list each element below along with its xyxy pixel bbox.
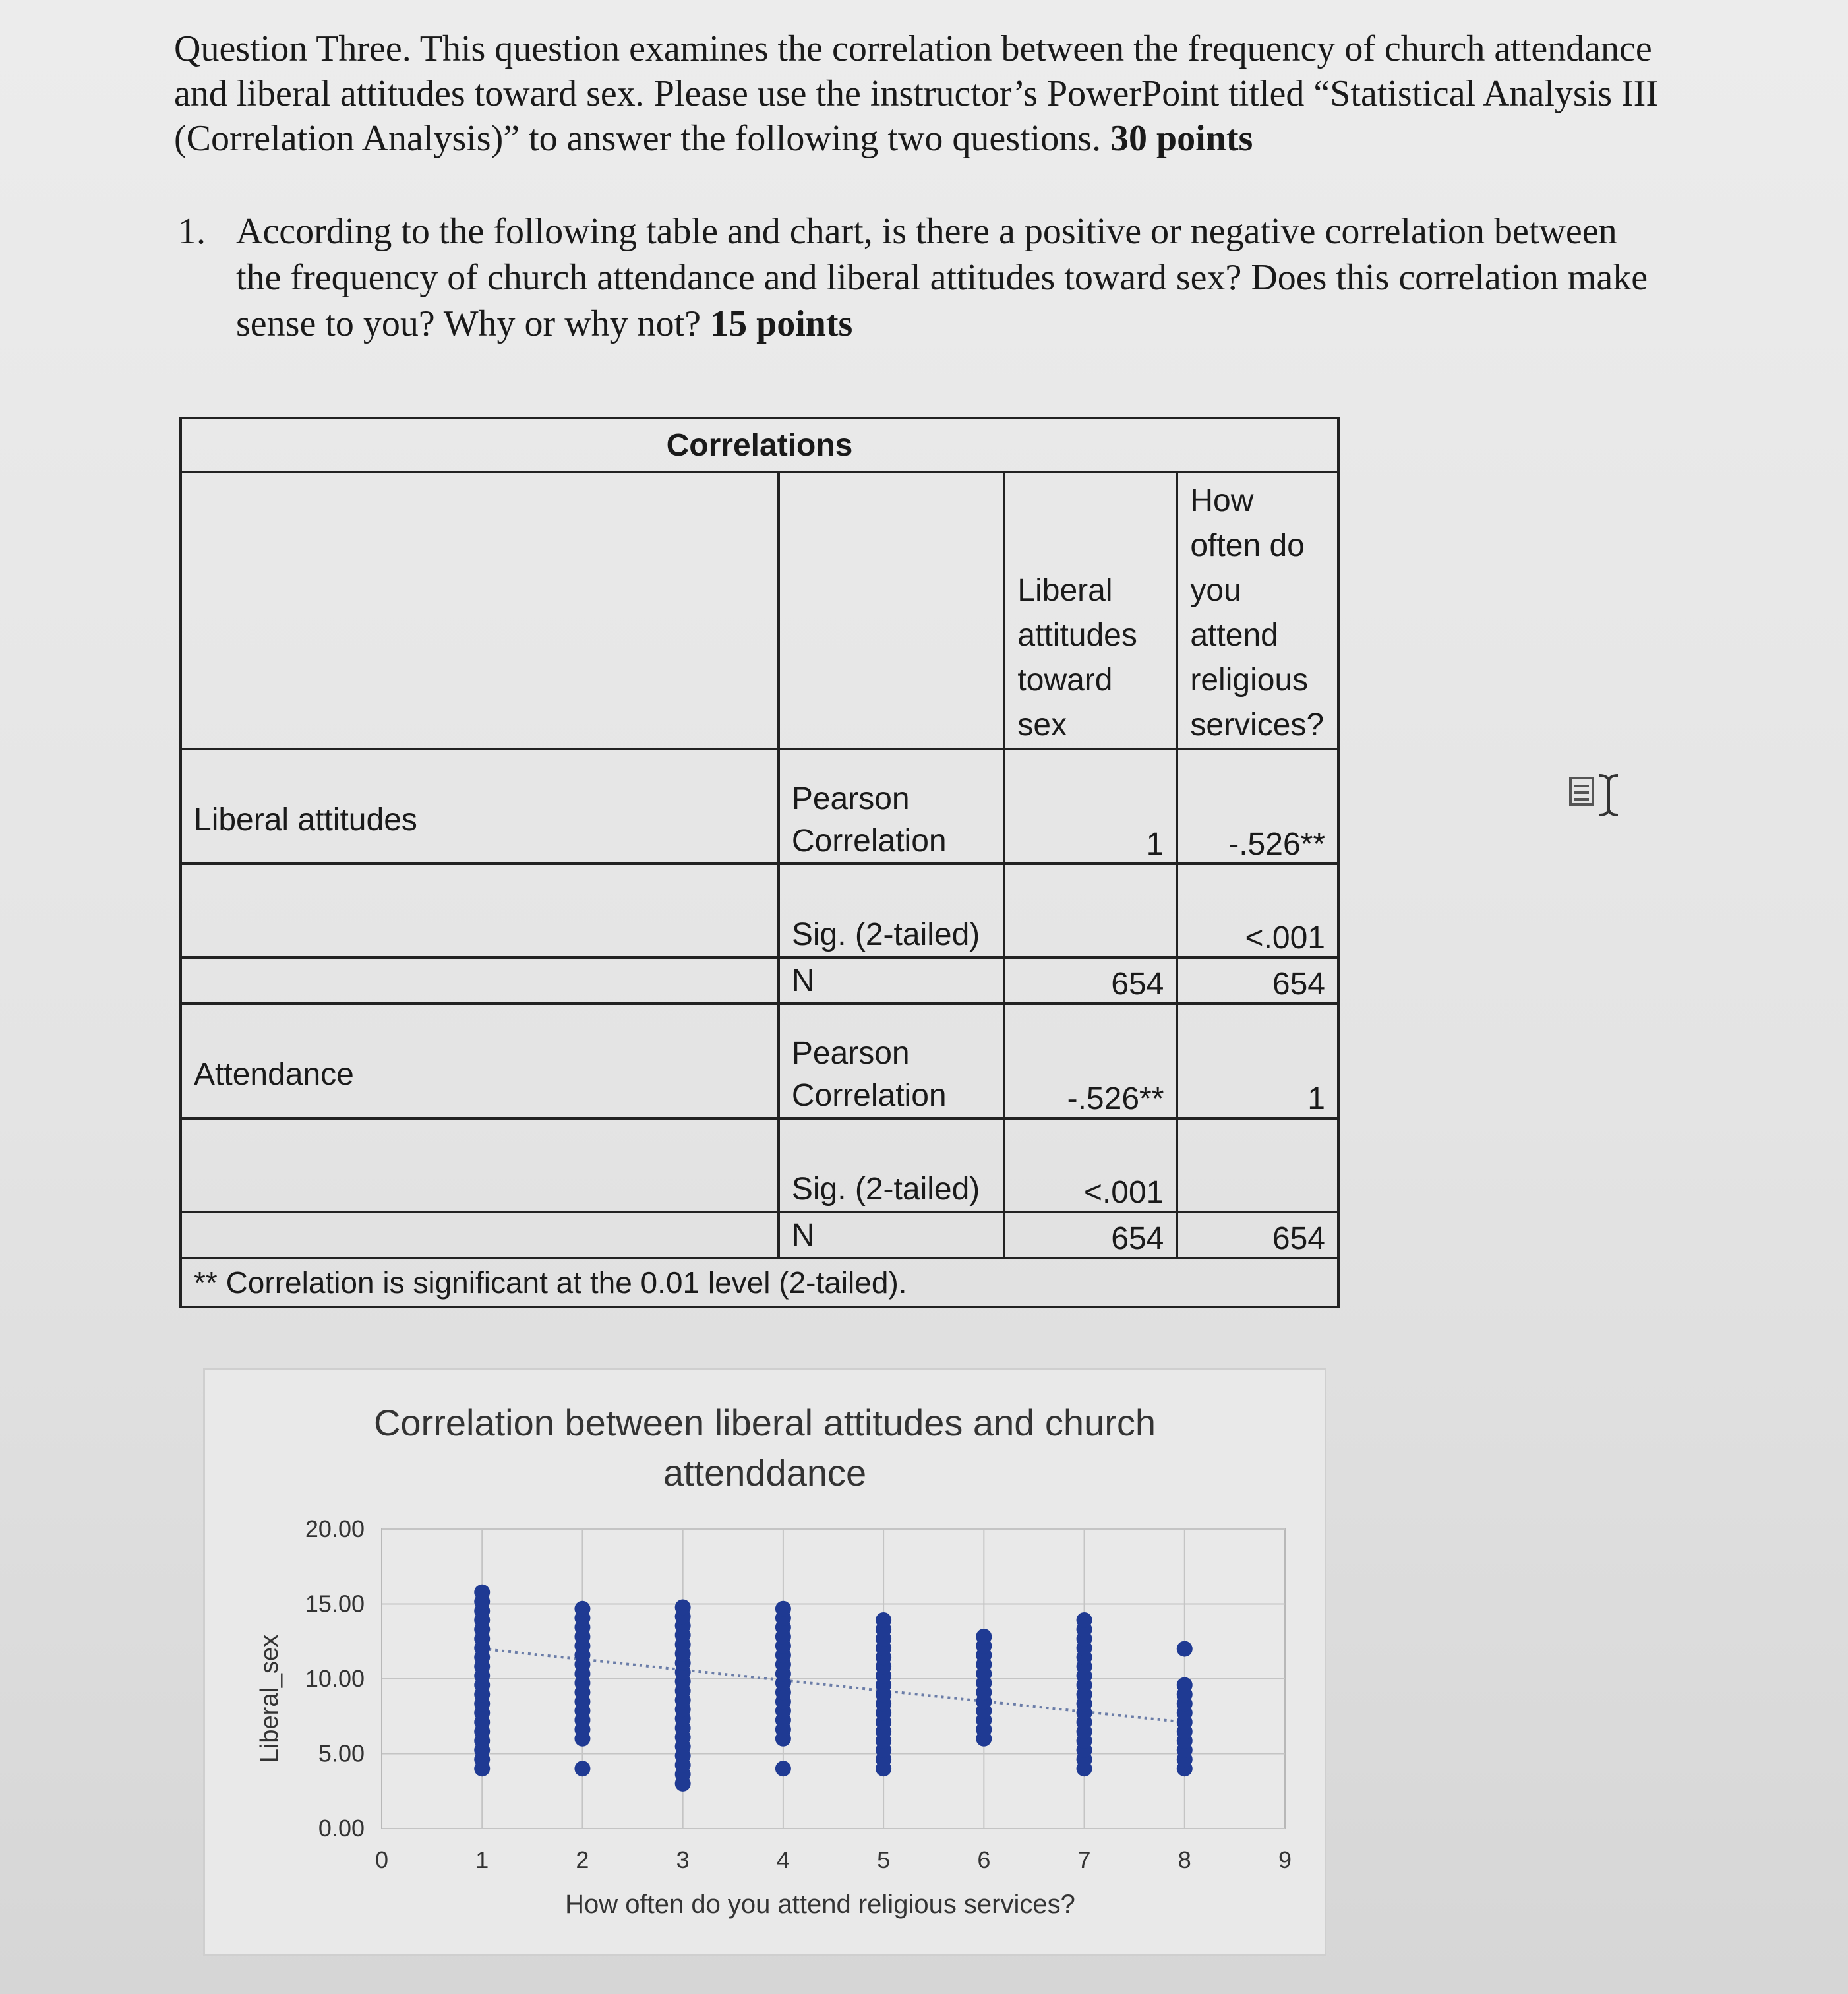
row-label: Liberal attitudes (181, 749, 779, 864)
cell-value: 654 (1004, 1212, 1177, 1258)
cell-value: 1 (1004, 749, 1177, 864)
subquestion (178, 208, 1655, 347)
row-stat: Pearson Correlation (779, 749, 1005, 864)
question-text: Question Three. This question examines the correlation between the frequency of church attendance and liberal attitudes toward sex. Please use the instructor’s PowerPoint titled “Statistical Analysis III (Correlation Analysis)” to answer the following two questions. (174, 28, 1658, 159)
data-point (775, 1601, 791, 1617)
x-tick-label: 6 (977, 1846, 991, 1873)
table-col1-header: Liberal attitudes toward sex (1004, 472, 1177, 749)
subquestion-body (236, 208, 1655, 347)
row-label (181, 957, 779, 1004)
row-stat: Pearson Correlation (779, 1004, 1005, 1118)
y-axis-label: Liberal_sex (256, 1634, 283, 1763)
y-tick-label: 0.00 (318, 1815, 365, 1842)
row-label (181, 1118, 779, 1212)
table-row (181, 1118, 1338, 1212)
cell-value (1004, 864, 1177, 957)
data-point (474, 1585, 490, 1600)
table-row (181, 1004, 1338, 1118)
correlations-table (179, 417, 1340, 1308)
cell-value: 654 (1177, 1212, 1338, 1258)
question-points: 30 points (1110, 118, 1253, 159)
x-tick-label: 0 (374, 1846, 389, 1873)
row-stat: N (779, 1212, 1005, 1258)
data-point (1177, 1677, 1193, 1693)
x-tick-label: 8 (1177, 1846, 1191, 1873)
scatter-chart (203, 1368, 1326, 1956)
subquestion-text: According to the following table and chart, is there a positive or negative correlation between the frequency of church attendance and liberal attitudes toward sex? Does this correlation make sense to you? Why or why not? (236, 211, 1648, 344)
cell-value: <.001 (1177, 864, 1338, 957)
data-point (1177, 1641, 1193, 1657)
subquestion-number: 1. (178, 211, 206, 252)
table-row (181, 864, 1338, 957)
table-row (181, 1212, 1338, 1258)
y-tick-label: 5.00 (318, 1739, 365, 1767)
data-point (574, 1761, 590, 1776)
x-tick-label: 3 (676, 1846, 690, 1873)
x-tick-label: 2 (576, 1846, 589, 1873)
table-col2-header: How often do you attend religious services? (1177, 472, 1338, 749)
chart-title-line2: attenddance (663, 1452, 867, 1494)
x-tick-label: 9 (1278, 1846, 1292, 1873)
table-row (181, 957, 1338, 1004)
chart-canvas (205, 1370, 1325, 1954)
cell-value: -.526** (1004, 1004, 1177, 1118)
x-tick-label: 4 (776, 1846, 790, 1873)
data-point (1077, 1612, 1092, 1628)
chart-title-line1: Correlation between liberal attitudes and church (373, 1402, 1156, 1443)
text-cursor-icon (1569, 771, 1628, 818)
table-stat-header (779, 472, 1005, 749)
data-point (775, 1761, 791, 1776)
table-footnote: ** Correlation is significant at the 0.01 level (2-tailed). (181, 1258, 1338, 1307)
row-label: Attendance (181, 1004, 779, 1118)
cell-value (1177, 1118, 1338, 1212)
data-point (876, 1612, 891, 1628)
cell-value: 654 (1004, 957, 1177, 1004)
cell-value: 654 (1177, 957, 1338, 1004)
y-tick-label: 10.00 (305, 1665, 365, 1692)
data-point (976, 1629, 992, 1645)
x-axis-label: How often do you attend religious services? (565, 1890, 1075, 1919)
table-corner-cell (181, 472, 779, 749)
question-heading (174, 26, 1664, 161)
subquestion-points: 15 points (710, 303, 853, 344)
x-tick-label: 1 (475, 1846, 489, 1873)
y-tick-label: 20.00 (305, 1515, 365, 1542)
cell-value: <.001 (1004, 1118, 1177, 1212)
row-label (181, 864, 779, 957)
data-point (574, 1601, 590, 1617)
row-label (181, 1212, 779, 1258)
x-tick-label: 7 (1077, 1846, 1091, 1873)
cell-value: -.526** (1177, 749, 1338, 864)
row-stat: Sig. (2-tailed) (779, 864, 1005, 957)
row-stat: N (779, 957, 1005, 1004)
data-point (675, 1599, 691, 1615)
cell-value: 1 (1177, 1004, 1338, 1118)
table-row (181, 749, 1338, 864)
y-tick-label: 15.00 (305, 1590, 365, 1617)
x-tick-label: 5 (877, 1846, 891, 1873)
table-title: Correlations (181, 418, 1338, 472)
row-stat: Sig. (2-tailed) (779, 1118, 1005, 1212)
